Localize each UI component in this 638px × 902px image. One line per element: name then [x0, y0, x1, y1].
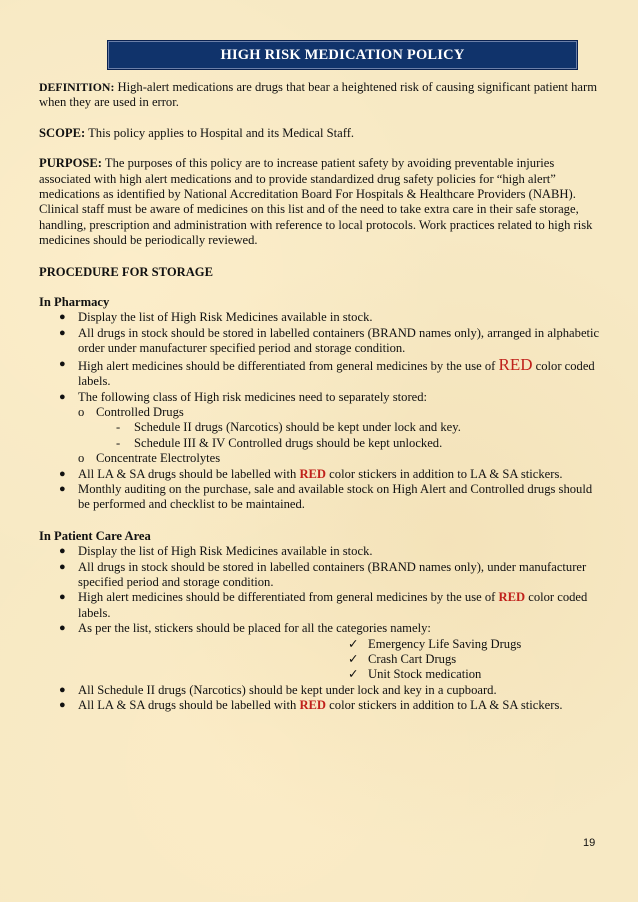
patient-care-list [39, 544, 601, 713]
list-item: ● Display the list of High Risk Medicines available in stock. [59, 544, 373, 559]
circle-bullet-icon: o [78, 451, 85, 466]
bullet-icon: ● [59, 326, 66, 339]
dash-bullet-icon: - [116, 420, 121, 435]
patient-care-heading: In Patient Care Area [39, 528, 151, 543]
list-item: ● All LA & SA drugs should be labelled with RED color stickers in addition to LA & SA stickers. [59, 466, 563, 481]
page-title: HIGH RISK MEDICATION POLICY [107, 40, 578, 70]
scope-label: SCOPE: [39, 125, 86, 140]
bullet-icon: ● [59, 482, 66, 495]
purpose-text: The purposes of this policy are to increase patient safety by avoiding preventable injuries associated with high alert medications and to provide standardized drug safety policies for “high alert” medications as identified by National Accreditation Board For Hospitals & Healthcare Providers (NABH). Clinical staff must be aware of medicines on this list and of the need to take extra care in their safe storage, handling, prescription and administration with reference to local protocols. Work practices related to high risk medicines should be periodically reviewed. [39, 156, 593, 248]
dash-bullet-icon: - [116, 435, 121, 450]
definition-paragraph [39, 80, 601, 111]
bullet-icon: ● [59, 467, 66, 480]
pharmacy-heading: In Pharmacy [39, 295, 110, 310]
list-item: ● Display the list of High Risk Medicines available in stock. [59, 310, 373, 325]
dash-list-item: - Schedule II drugs (Narcotics) should be kept under lock and key. [116, 420, 461, 435]
circle-bullet-icon: o [78, 404, 85, 419]
dash-list [96, 420, 601, 451]
scope-text: This policy applies to Hospital and its Medical Staff. [85, 125, 355, 140]
scope-paragraph [39, 126, 601, 141]
definition-label: DEFINITION: [39, 80, 115, 94]
list-item: ● All LA & SA drugs should be labelled with RED color stickers in addition to LA & SA stickers. [59, 698, 563, 713]
sub-list-item: o Controlled Drugs - Schedule II drugs (Narcotics) should be kept under lock and key. - Schedule III & IV Controlled drugs should be kept unlocked. [78, 405, 601, 451]
list-item: ● Monthly auditing on the purchase, sale and available stock on High Alert and Controlled drugs should be performed and checklist to be maintained. [59, 481, 593, 512]
list-item: ● All drugs in stock should be stored in labelled containers (BRAND names only), arranged in alphabetic order under manufacturer specified period and storage condition. [59, 325, 600, 356]
red-highlight: RED [299, 466, 327, 481]
bullet-icon: ● [59, 390, 66, 403]
checkmark-icon: ✓ [348, 667, 359, 682]
checkmark-icon: ✓ [348, 652, 359, 666]
bullet-icon: ● [59, 311, 66, 324]
list-item: ● As per the list, stickers should be placed for all the categories namely: ✓ Emergency Life Saving Drugs ✓ Crash Cart Drugs ✓ Unit Stock medication [39, 621, 601, 683]
list-item: ● High alert medicines should be differentiated from general medicines by the use of RED color coded labels. [59, 354, 595, 389]
dash-list-item: - Schedule III & IV Controlled drugs should be kept unlocked. [116, 435, 443, 450]
red-highlight: RED [498, 354, 533, 374]
list-item: ● High alert medicines should be differentiated from general medicines by the use of RED color coded labels. [59, 590, 588, 620]
purpose-label: PURPOSE: [39, 156, 102, 171]
list-item: ● The following class of High risk medicines need to separately stored: o Controlled Drugs - Schedule II drugs (Narcotics) should be kept under lock and key. - Schedule III & IV Controlled drugs should be kept unlocked. o Concentrate Electrolytes [39, 390, 601, 467]
purpose-paragraph [39, 156, 601, 248]
list-item: ● All Schedule II drugs (Narcotics) should be kept under lock and key in a cupboard. [59, 682, 497, 697]
procedure-heading: PROCEDURE FOR STORAGE [39, 264, 214, 279]
bullet-icon: ● [59, 622, 66, 635]
bullet-icon: ● [59, 591, 66, 604]
checklist-item: ✓ Emergency Life Saving Drugs [348, 636, 522, 651]
red-highlight: RED [498, 590, 526, 605]
page-number: 19 [583, 837, 596, 849]
checklist [78, 637, 601, 683]
definition-text: High-alert medications are drugs that bear a heightened risk of causing significant patient harm when they are used in error. [39, 80, 597, 110]
bullet-icon: ● [59, 545, 66, 558]
document-body [39, 80, 601, 714]
sub-list-item: o Concentrate Electrolytes [78, 451, 221, 466]
bullet-icon: ● [59, 357, 66, 370]
checklist-item: ✓ Crash Cart Drugs [348, 652, 457, 666]
bullet-icon: ● [59, 699, 66, 712]
bullet-icon: ● [59, 560, 66, 573]
red-highlight: RED [299, 698, 327, 713]
bullet-icon: ● [59, 683, 66, 696]
sub-list [78, 405, 601, 467]
pharmacy-list [39, 310, 601, 512]
list-item: ● All drugs in stock should be stored in labelled containers (BRAND names only), under manufacturer specified period and storage condition. [59, 559, 587, 589]
checklist-item: ✓ Unit Stock medication [348, 667, 482, 682]
checkmark-icon: ✓ [348, 636, 359, 651]
